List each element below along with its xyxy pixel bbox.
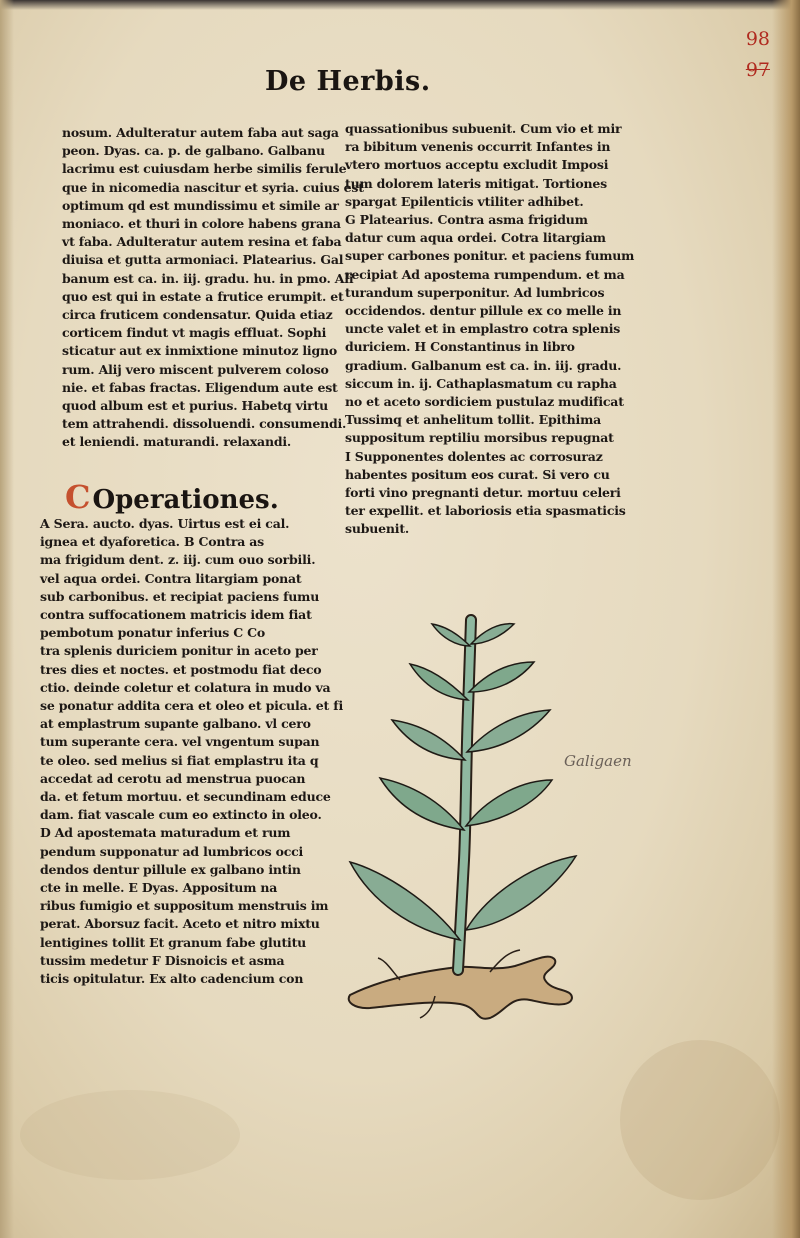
text-line: nosum. Adulteratur autem faba aut saga [62, 125, 339, 140]
text-line: tussim medetur F Disnoicis et asma [40, 952, 285, 968]
gutter-shadow [0, 0, 14, 1238]
text-line: super carbones ponitur. et paciens fumum [345, 248, 635, 264]
text-line: te oleo. sed melius si fiat emplastru ita q [40, 752, 319, 768]
text-line: se ponatur addita cera et oleo et picula. et fi [40, 698, 343, 714]
text-line: sticatur aut ex inmixtione minutoz ligno [62, 343, 338, 359]
text-line: occidendos. dentur pillule ex co melle in [345, 303, 622, 319]
text-line: tum dolorem lateris mitigat. Tortiones [345, 175, 607, 191]
stain [620, 1040, 780, 1200]
marginal-annotation: Galigaen [564, 752, 632, 770]
text-line: dam. fiat vascale cum eo extincto in oleo. [40, 807, 322, 823]
left-column-bottom [40, 515, 343, 988]
text-line: lentigines tollit Et granum fabe glutitu [40, 934, 307, 950]
stain [20, 1090, 240, 1180]
text-line: pembotum ponatur inferius C Co [40, 625, 266, 641]
text-line: banum est ca. in. iij. gradu. hu. in pmo. Ali [62, 270, 354, 286]
text-line: suppositum reptiliu morsibus repugnat [345, 430, 614, 446]
text-line: tres dies et noctes. et postmodu fiat deco [40, 661, 322, 677]
text-line: G Platearius. Contra asma frigidum [345, 212, 588, 228]
text-line: rum. Alij vero miscent pulverem coloso [62, 361, 329, 377]
text-line: subuenit. [345, 521, 410, 537]
text-line: habentes positum eos curat. Si vero cu [345, 466, 610, 482]
top-shadow [0, 0, 800, 10]
left-column-top [62, 124, 364, 452]
text-line: ra bibitum venenis occurrit Infantes in [345, 139, 611, 155]
text-line: sub carbonibus. et recipiat paciens fumu [40, 588, 320, 604]
text-line: quo est qui in estate a frutice erumpit. et [62, 288, 344, 304]
text-line: que in nicomedia nascitur et syria. cuius est [62, 179, 364, 195]
text-line: nie. et fabas fractas. Eligendum aute est [62, 379, 338, 395]
folio-number [746, 30, 770, 80]
plant-woodcut [340, 600, 600, 1030]
text-line: ter expellit. et laboriosis etia spasmaticis [345, 503, 626, 519]
text-line: diuisa et gutta armoniaci. Platearius. Gal [62, 252, 344, 268]
text-line: ignea et dyaforetica. B Contra as [40, 534, 264, 550]
text-line: cte in melle. E Dyas. Appositum na [40, 880, 278, 896]
text-line: turandum superponitur. Ad lumbricos [345, 284, 605, 300]
folio-current: 98 [745, 28, 770, 50]
text-line: moniaco. et thuri in colore habens grana [62, 216, 341, 232]
folio-previous: 97 [745, 59, 770, 81]
text-line: D Ad apostemata maturadum et rum [40, 825, 291, 841]
text-line: tra splenis duriciem ponitur in aceto per [40, 643, 318, 659]
text-line: ribus fumigio et suppositum menstruis im [40, 898, 329, 914]
page-heading: De Herbis. [265, 66, 431, 97]
text-line: vel aqua ordei. Contra litargiam ponat [40, 570, 302, 586]
text-line: uncte valet et in emplastro cotra splenis [345, 321, 621, 337]
text-line: spargat Epilenticis vtiliter adhibet. [345, 193, 584, 209]
text-line: dendos dentur pillule ex galbano intin [40, 861, 301, 877]
section-title-text: Operationes. [92, 485, 279, 515]
text-line: lacrimu est cuiusdam herbe similis ferule [62, 161, 347, 177]
section-title [65, 478, 285, 518]
text-line: perat. Aborsuz facit. Aceto et nitro mixtu [40, 916, 320, 932]
text-line: ctio. deinde coletur et colatura in mudo va [40, 679, 331, 695]
text-line: quassationibus subuenit. Cum vio et mir [345, 121, 622, 136]
text-line: optimum qd est mundissimu et simile ar [62, 197, 339, 213]
text-line: pendum supponatur ad lumbricos occi [40, 843, 304, 859]
page-edge [772, 0, 800, 1238]
text-line: peon. Dyas. ca. p. de galbano. Galbanu [62, 143, 325, 159]
text-line: quod album est et purius. Habetq virtu [62, 398, 329, 414]
red-initial: C [65, 478, 91, 516]
text-line: ticis opitulatur. Ex alto cadencium con [40, 971, 304, 987]
stem [458, 620, 471, 970]
text-line: recipiat Ad apostema rumpendum. et ma [345, 266, 625, 282]
text-line: da. et fetum mortuu. et secundinam educe [40, 789, 331, 805]
text-line: et leniendi. maturandi. relaxandi. [62, 434, 292, 450]
text-line: vt faba. Adulteratur autem resina et faba [62, 234, 342, 250]
text-line: I Supponentes dolentes ac corrosuraz [345, 448, 603, 464]
text-line: circa fruticem condensatur. Quida etiaz [62, 307, 333, 323]
right-column [345, 120, 635, 539]
text-line: tum superante cera. vel vngentum supan [40, 734, 320, 750]
text-line: siccum in. ij. Cathaplasmatum cu rapha [345, 375, 617, 391]
text-line: vtero mortuos acceptu excludit Imposi [345, 157, 609, 173]
text-line: tem attrahendi. dissoluendi. consumendi. [62, 416, 347, 432]
text-line: forti vino pregnanti detur. mortuu celeri [345, 485, 621, 501]
text-line: accedat ad cerotu ad menstrua puocan [40, 770, 306, 786]
text-line: corticem findut vt magis effluat. Sophi [62, 325, 327, 341]
text-line: gradium. Galbanum est ca. in. iij. gradu. [345, 357, 622, 373]
text-line: datur cum aqua ordei. Cotra litargiam [345, 230, 606, 246]
text-line: no et aceto sordiciem pustulaz mudificat [345, 394, 624, 410]
text-line: contra suffocationem matricis idem fiat [40, 607, 312, 623]
text-line: A Sera. aucto. dyas. Uirtus est ei cal. [40, 516, 290, 531]
text-line: Tussimq et anhelitum tollit. Epithima [345, 412, 602, 428]
text-line: ma frigidum dent. z. iij. cum ouo sorbili. [40, 552, 316, 568]
text-line: at emplastrum supante galbano. vl cero [40, 716, 311, 732]
text-line: duriciem. H Constantinus in libro [345, 339, 575, 355]
